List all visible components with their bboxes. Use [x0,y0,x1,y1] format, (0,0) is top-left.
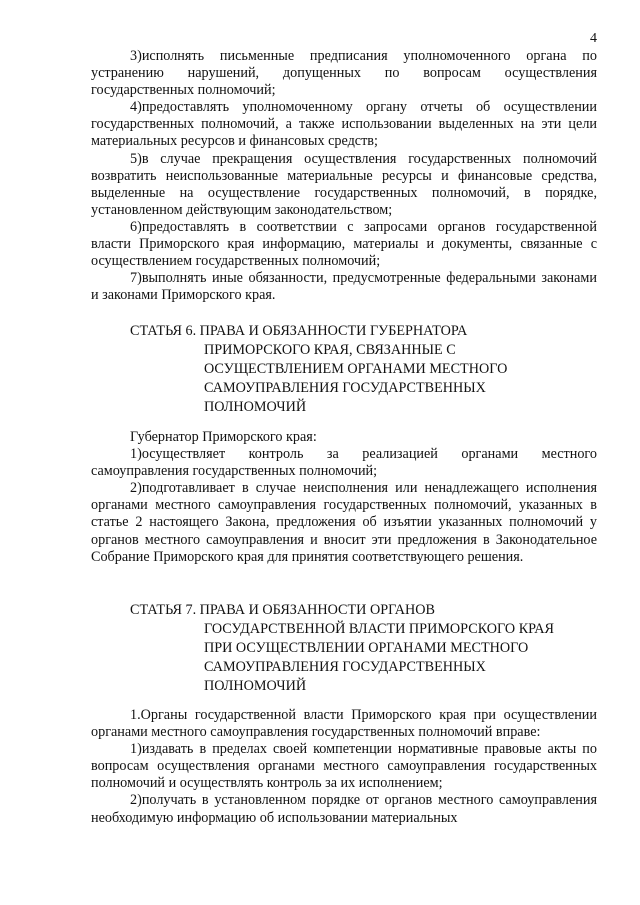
article-7-heading-line: ПОЛНОМОЧИЙ [204,678,307,694]
article-7-body [91,707,597,827]
list-item: 5)в случае прекращения осуществления государственных полномочий возвратить неиспользованные материальные ресурсы и финансовые средства, выделенные на осуществление государственных полномочий, в порядке, установленном действующим законодательством; [91,150,597,218]
page-number: 4 [590,31,597,46]
article-6-paragraph: 2)подготавливает в случае неисполнения или ненадлежащего исполнения органами местного самоуправления государственных полномочий, указанных в статье 2 настоящего Закона, предложения об изъятии указанных полномочий у органов местного самоуправления и вносит эти предложения в Законодательное Собрание Приморского края для принятия соответствующего решения. [91,480,597,565]
article-7-heading-line: САМОУПРАВЛЕНИЯ ГОСУДАРСТВЕННЫХ [204,659,486,675]
article-6-heading-line: ОСУЩЕСТВЛЕНИЕМ ОРГАНАМИ МЕСТНОГО [204,361,508,377]
article-7-heading [130,601,610,696]
article-6-heading-line: САМОУПРАВЛЕНИЯ ГОСУДАРСТВЕННЫХ [204,380,486,396]
article-7-paragraph: 2)получать в установленном порядке от органов местного самоуправления необходимую информацию об использовании материальных [91,792,597,826]
list-item: 3)исполнять письменные предписания уполномоченного органа по устранению нарушений, допущенных по вопросам осуществления государственных полномочий; [91,48,597,99]
article-7-heading-line: СТАТЬЯ 7. ПРАВА И ОБЯЗАННОСТИ ОРГАНОВ [130,602,435,618]
list-item: 6)предоставлять в соответствии с запросами органов государственной власти Приморского края информацию, материалы и документы, связанные с осуществлением государственных полномочий; [91,218,597,270]
article-6-heading-line: ПОЛНОМОЧИЙ [204,399,307,415]
article-6-heading-line: ПРИМОРСКОГО КРАЯ, СВЯЗАННЫЕ С [204,342,456,358]
article-7-paragraph: 1.Органы государственной власти Приморского края при осуществлении органами местного самоуправления государственных полномочий вправе: [91,707,597,741]
article-7-paragraph: 1)издавать в пределах своей компетенции нормативные правовые акты по вопросам осуществления органами местного самоуправления государственных полномочий и осуществлять контроль за их исполнением; [91,741,597,792]
article-6-heading [130,322,610,417]
list-item: 4)предоставлять уполномоченному органу отчеты об осуществлении государственных полномочий, а также использовании выделенных на эти цели материальных ресурсов и финансовых средств; [91,99,597,150]
article-7-heading-line: ПРИ ОСУЩЕСТВЛЕНИИ ОРГАНАМИ МЕСТНОГО [204,640,529,656]
article-6-paragraph: Губернатор Приморского края: [130,429,317,445]
article-6-body [91,429,597,566]
article-6-heading-line: СТАТЬЯ 6. ПРАВА И ОБЯЗАННОСТИ ГУБЕРНАТОРА [130,323,468,339]
obligations-list [91,48,597,304]
article-7-heading-line: ГОСУДАРСТВЕННОЙ ВЛАСТИ ПРИМОРСКОГО КРАЯ [204,621,554,637]
list-item: 7)выполнять иные обязанности, предусмотренные федеральными законами и законами Приморского края. [91,270,597,304]
article-6-paragraph: 1)осуществляет контроль за реализацией органами местного самоуправления государственных полномочий; [91,446,597,480]
